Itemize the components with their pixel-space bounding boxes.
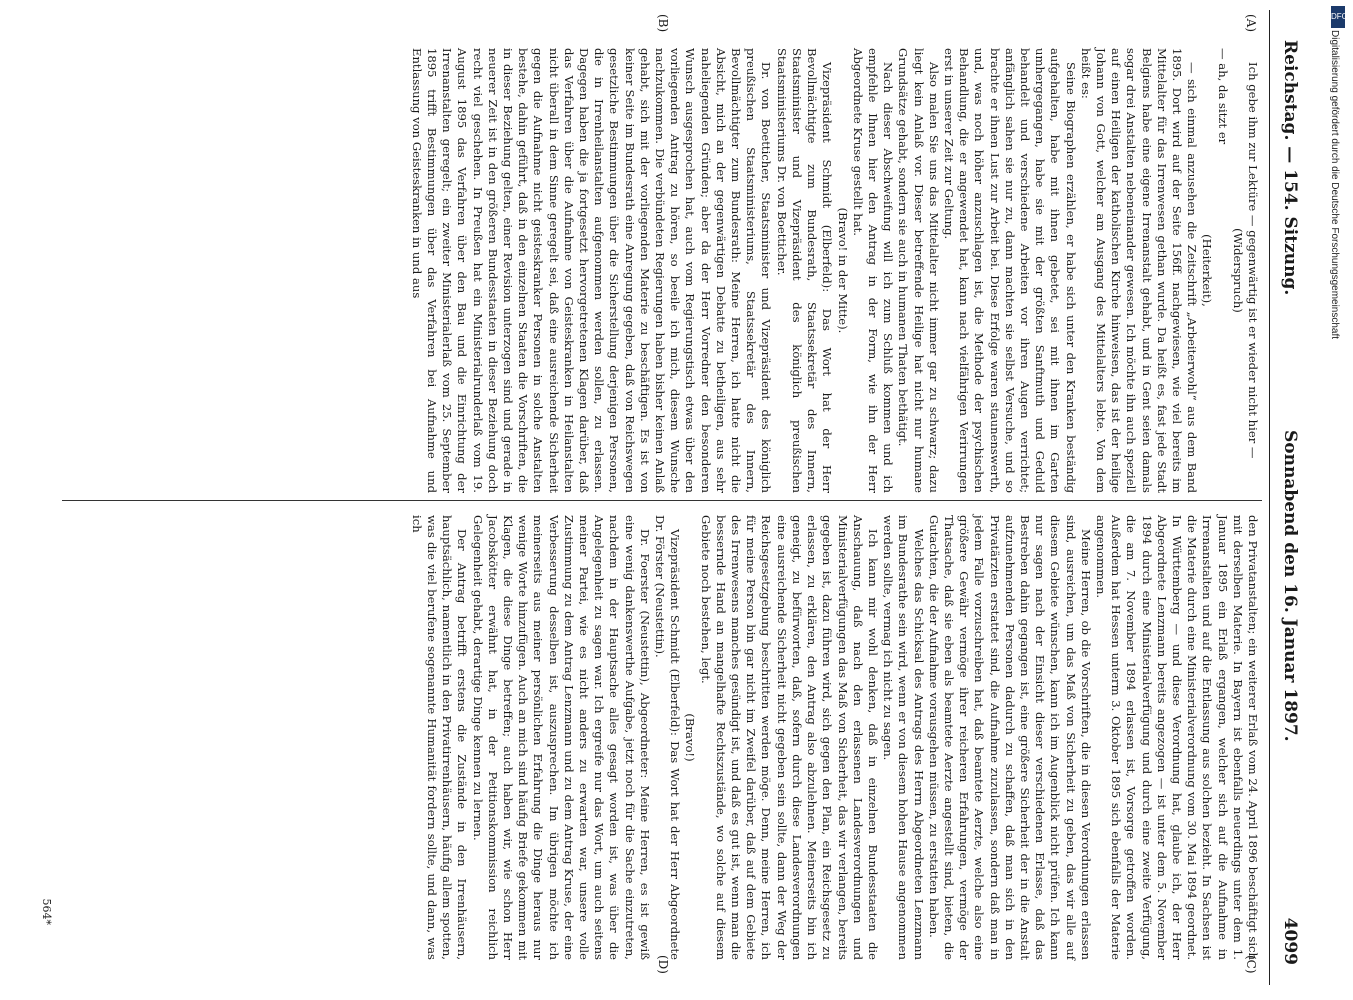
margin-letter-b: (B) [656, 14, 670, 33]
left-column-paragraph: Nach dieser Abschweifung will ich zum Schluß kommen und ich empfehle Ihnen hier den Antrag in der Form, wie ihn der Herr Abgeordnete Kruse gestellt hat. [850, 48, 896, 493]
left-column-paragraph: — ah, da sitzt er [1215, 48, 1230, 145]
credit-text: Digitalisierung gefördert durch die Deutsche Forschungsgemeinschaft [1329, 30, 1340, 340]
left-column-paragraph: — sich einmal anzusehen die Zeitschrift „Arbeiterwohl“ aus dem Band 1895. Dort wird auf der Seite 156ff. nachgewiesen, wie viel bereits im Mittelalter für das Irrenwesen gethan wurde. Da heißt es, fast jede Stadt Belgiens habe eine eigene Irrenanstalt gehabt, und in Gent seien damals sogar drei Anstalten nebeneinander gewesen. Ich möchte ihn auch speziell auf einen Heiligen der katholischen Kirche hinweisen, das ist der heilige Johann von Gott, welcher am Ausgang des Mittelalters lebte. Von dem heißt es: [1078, 48, 1200, 493]
left-column-paragraph: (Widerspruch) [1230, 228, 1245, 313]
right-column [409, 515, 1260, 960]
right-column-paragraph: (Bravo!) [683, 713, 698, 762]
left-column-paragraph: (Heiterkeit), [1200, 234, 1215, 307]
column-divider [62, 500, 1262, 501]
left-column-paragraph: Vizepräsident Schmidt (Elberfeld): Das Wort hat der Herr Bevollmächtigte zum Bundesrath, Staatssekretär des Innern, Staatsminister und Vizepräsident des königlich preußischen Staatsministeriums Dr. von Boetticher. [774, 48, 835, 493]
document-page [20, 10, 1310, 985]
left-column-paragraph: Ich gebe ihm zur Lektüre — gegenwärtig ist er wieder nicht hier — [1246, 62, 1260, 459]
left-column-paragraph: Seine Biographen erzählen, er habe sich unter den Kranken beständig aufgehalten, habe mit ihnen gebetet, sei mit ihnen im Garten umhergegangen, habe sie mit der größten Sanftmuth und Geduld behandelt und verschiedene Arbeiten vor ihren Augen verrichtet; anfänglich sahen sie nur zu, dann machten sie selbst Versuche, und so brachte er ihnen Lust zur Arbeit bei. Diese Erfolge waren staunenswerth, und, was noch höher anzuschlagen ist, die Methode der psychischen Behandlung, die er angewendet hat, kann nach vielfährigen Verirrungen erst in unserer Zeit zur Geltung. [941, 48, 1078, 493]
right-column-paragraph: Welches das Schicksal des Antrags des Herrn Abgeordneten Lenzmann im Bundesrathe sein wird, wenn er von diesem hohen Hause angenommen werden sollte, vermag ich nicht zu sagen. [881, 515, 926, 960]
right-column-paragraph: den Privatanstalten; ein weiterer Erlaß vom 24. April 1896 beschäftigt sich mit derselben Materie. In Bayern ist ebenfalls neuerdings unter dem 1. Januar 1895 ein Erlaß ergangen, welcher sich auf die Aufnahme in Irrenanstalten und auf die Entlassung aus solchen bezieht. In Sachsen ist die Materie durch eine Ministerialverordnung vom 30. Mai 1894 geordnet. In Württemberg — und diese Verordnung hat, glaube ich, der Herr Abgeordnete Lenzmann bereits angezogen — ist unter dem 5. November 1894 durch eine Ministerialverfügung und durch eine zweite Verfügung, die am 7. November 1894 erlassen ist, Vorsorge getroffen worden. Außerdem hat Hessen unterm 3. Oktober 1895 sich ebenfalls der Materie angenommen. [1093, 515, 1260, 960]
page-header [1269, 10, 1310, 985]
left-column-paragraph: Dr. von Boetticher, Staatsminister und Vizepräsident des königlich preußischen Staatsministeriums, Staatssekretär des Innern, Bevollmächtigter zum Bundesrath: Meine Herren, ich hatte nicht die Absicht, mich an der gegenwärtigen Debatte zu betheiligen, aus sehr naheliegenden Gründen; aber da der Herr Vorredner den besonderen Wunsch ausgesprochen hat, auch vom Regierungstisch etwas über den vorliegenden Antrag zu hören, so beeile ich mich, diesem Wunsche nachzukommen. Die verbündeten Regierungen haben bisher keinen Anlaß gehabt, sich mit der vorliegenden Materie zu beschäftigen. Es ist von keiner Seite im Bundesrath eine Anregung gegeben, daß von Reichswegen gesetzliche Bestimmungen über die Sicherstellung derjenigen Personen, die in Irrenheilanstalten aufgenommen werden sollen, zu erlassen. Dagegen haben die ja fortgesetzt hervorgetretenen Klagen darüber, daß das Verfahren über die Aufnahme von Geisteskranken in Heilanstalten nicht überall in dem Sinne geregelt sei, daß eine ausreichende Sicherheit gegen die Aufnahme nicht geisteskranker Personen in solche Anstalten bestehe, dahin geführt, daß in den einzelnen Staaten die Vorschriften, die in dieser Beziehung gelten, einer Revision unterzogen sind und gerade in neuerer Zeit ist in den größeren Bundesstaaten in dieser Beziehung doch recht viel geschehen. In Preußen hat ein Ministerialrunderlaß vom 19. August 1895 das Verfahren über den Bau und die Einrichtung der Irrenanstalten geregelt; ein zweiter Ministerialerlaß vom 25. September 1895 trifft Bestimmungen über das Verfahren bei Aufnahme und Entlassung von Geisteskranken in und aus [409, 48, 774, 493]
left-column-paragraph: Also malen Sie uns das Mittelalter nicht immer gar zu schwarz; dazu liegt kein Anlaß vor. Dieser betreffende Heilige hat nicht nur humane Grundsätze gehabt, sondern sie auch in humanen Thaten bethätigt. [896, 48, 941, 493]
left-column [409, 48, 1260, 493]
right-column-paragraph: Vizepräsident Schmidt (Elberfeld): Das Wort hat der Herr Abgeordnete Dr. Förster (Neustettin). [653, 515, 683, 960]
right-column-paragraph: Ich kann mir wohl denken, daß in einzelnen Bundesstaaten die Anschauung, daß nach den erlassenen Landesverordnungen und Ministerialverfügungen das Maß von Sicherheit, das wir verlangen, bereits gegeben ist, dazu führen wird, sich gegen den Plan, ein Reichsgesetz zu erlassen, zu erklären, den Antrag also abzulehnen. Meinerseits bin ich geneigt, zu befürworten, daß, sofern durch diese Landesverordnungen eine ausreichende Sicherheit nicht gegeben sein sollte, dann der Weg der Reichsgesetzgebung beschritten werden möge. Denn, meine Herren, ich für meine Person bin gar nicht im Zweifel darüber, daß auf dem Gebiete des Irrenwesens manches gesündigt ist, und daß es gut ist, wenn man die bessernde Hand an mangelhafte Rechtszustände, wo solche auf diesem Gebiete noch bestehen, legt. [698, 515, 880, 960]
dfg-logo-badge: DFG [1331, 6, 1345, 28]
right-column-paragraph: Der Antrag betrifft erstens die Zustände in den Irrenhäusern, hauptsächlich, namentlich in den Privatirrenhäusern, häufig allem spotten, was die viel berufene sogenannte Humanität fordern sollte, und dann, was ich [409, 515, 470, 960]
left-column-paragraph: (Bravo! in der Mitte). [835, 207, 850, 334]
header-left: Reichstag. — 154. Sitzung. [1280, 40, 1300, 296]
header-date: Sonnabend den 16. Januar 1897. [1280, 430, 1300, 742]
footnote-mark: 564* [40, 898, 53, 925]
margin-letter-a: (A) [1244, 14, 1258, 33]
page-number: 4099 [1280, 917, 1300, 965]
margin-letter-c: (C) [1244, 955, 1258, 974]
digitization-credit [1326, 30, 1342, 970]
margin-letter-d: (D) [656, 955, 670, 974]
right-column-paragraph: Meine Herren, ob die Vorschriften, die in diesen Verordnungen erlassen sind, ausreichen, um das Maß von Sicherheit zu geben, das wir alle auf diesem Gebiete wünschen, kann ich im Augenblick nicht prüfen. Ich kann nur sagen nach der Einsicht dieser verschiedenen Erlasse, daß das Bestreben dahin gegangen ist, eine größere Sicherheit der in die Anstalt aufzunehmenden Personen dadurch zu schaffen, daß man sich in den Privatärzten erstattet sind, die Aufnahme zuzulassen, sondern daß man in jedem Falle vorzuschreiben hat, daß beamtete Aerzte, welche also eine größere Gewähr vermöge ihrer reicheren Erfahrungen, vermöge der Thatsache, daß sie eben als beamtete Aerzte angestellt sind, bieten, die Gutachten, die der Aufnahme vorausgehen müssen, zu erstatten haben. [926, 515, 1093, 960]
right-column-paragraph: Dr. Foerster (Neustettin), Abgeordneter: Meine Herren, es ist gewiß eine wenig dankenswerthe Aufgabe, jetzt noch für die Sache einzutreten, nachdem in der Hauptsache alles gesagt worden ist, was über die Angelegenheit zu sagen war. Ich ergreife nur das Wort, um auch seitens meiner Partei, wie es nicht anders zu erwarten war, unsere volle Zustimmung zu dem Antrag Lenzmann und zu dem Antrag Kruse, der eine Verbesserung desselben ist, auszusprechen. Im übrigen möchte ich meinerseits aus meiner persönlichen Erfahrung die Dinge heraus nur wenige Worte hinzufügen. Auch an mich sind häufig Briefe gekommen mit Klagen, die diese Dinge betreffen; auch haben wir, wie schon Herr Jacobskötter erwähnt hat, in der Petitionskommission reichlich Gelegenheit gehabt, derartige Dinge kennen zu lernen. [470, 515, 652, 960]
